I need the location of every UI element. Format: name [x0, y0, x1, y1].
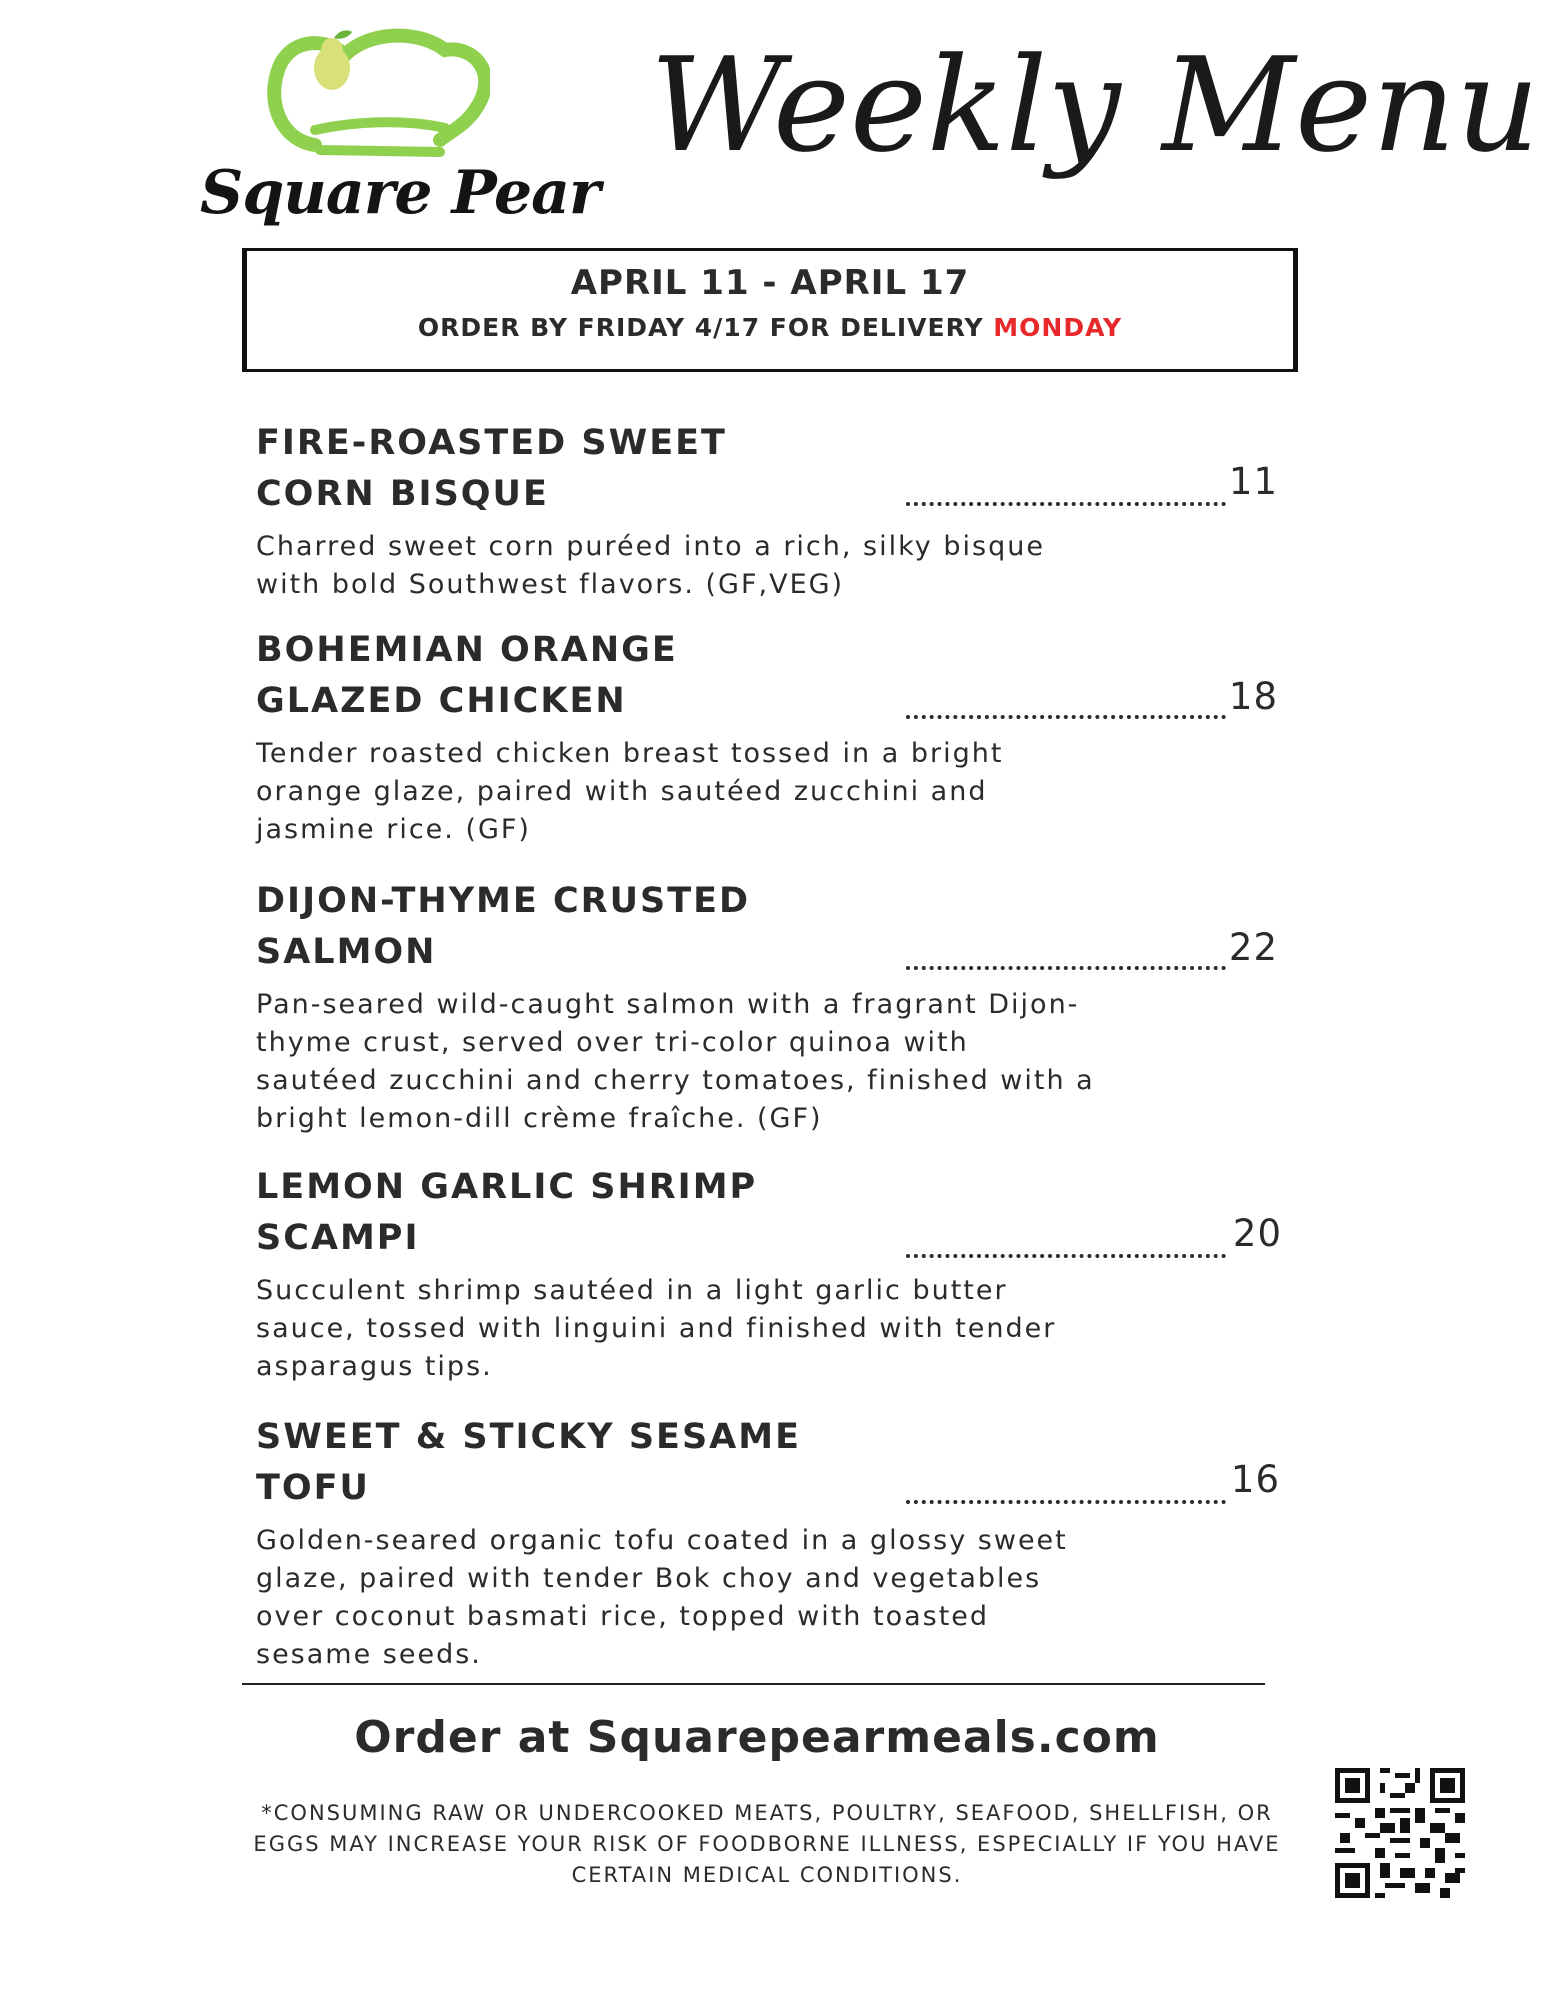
menu-item-description: Pan-seared wild-caught salmon with a fragrant Dijon-thyme crust, served over tri-color quinoa with sautéed zucchini and cherry tomatoes, finished with a bright lemon-dill crème fraîche. (GF) — [256, 989, 1095, 1134]
order-website[interactable]: Order at Squarepearmeals.com — [354, 1712, 1160, 1763]
menu-item — [256, 418, 1306, 604]
menu-item-name: SWEET & STICKY SESAME TOFU — [256, 1417, 801, 1508]
menu-item — [256, 1412, 1306, 1674]
brand-name: Square Pear — [200, 158, 600, 228]
order-deadline — [247, 313, 1293, 342]
date-range: APRIL 11 - APRIL 17 — [570, 263, 970, 303]
brand-logo — [190, 20, 600, 250]
chef-hat-pear-icon — [260, 20, 490, 160]
page-title: Weekly Menu — [650, 29, 1540, 181]
menu-item-name: BOHEMIAN ORANGE GLAZED CHICKEN — [256, 630, 678, 721]
menu-item-price: 18 — [1228, 675, 1278, 718]
menu-item — [256, 1162, 1306, 1386]
qr-code-icon[interactable] — [1335, 1768, 1465, 1898]
menu-item — [256, 876, 1306, 1138]
menu-item-price: 11 — [1228, 460, 1278, 503]
delivery-day: MONDAY — [993, 313, 1123, 342]
menu-item-price: 16 — [1230, 1458, 1280, 1501]
menu-item-description: Golden-seared organic tofu coated in a glossy sweet glaze, paired with tender Bok choy and vegetables over coconut basmati rice, topped with toasted sesame seeds. — [256, 1525, 1068, 1670]
menu-item-description: Charred sweet corn puréed into a rich, silky bisque with bold Southwest flavors. (GF,VEG) — [256, 531, 1045, 600]
dotted-leader — [906, 502, 1226, 506]
menu-item-price: 22 — [1228, 926, 1278, 969]
dotted-leader — [906, 966, 1226, 970]
footer-divider — [242, 1683, 1265, 1685]
menu-item-name: FIRE-ROASTED SWEET CORN BISQUE — [256, 423, 727, 514]
food-safety-disclaimer: *CONSUMING RAW OR UNDERCOOKED MEATS, POULTRY, SEAFOOD, SHELLFISH, OR EGGS MAY INCREASE YOUR RISK OF FOODBORNE ILLNESS, ESPECIALLY IF YOU HAVE CERTAIN MEDICAL CONDITIONS. — [253, 1801, 1281, 1887]
order-deadline-text: ORDER BY FRIDAY 4/17 FOR DELIVERY — [417, 313, 994, 342]
menu-item-price: 20 — [1232, 1212, 1282, 1255]
menu-item-description: Tender roasted chicken breast tossed in a bright orange glaze, paired with sautéed zucchini and jasmine rice. (GF) — [256, 738, 1004, 845]
menu-item — [256, 625, 1306, 849]
menu-item-name: LEMON GARLIC SHRIMP SCAMPI — [256, 1167, 758, 1258]
menu-item-name: DIJON-THYME CRUSTED SALMON — [256, 881, 751, 972]
dotted-leader — [906, 1500, 1226, 1504]
date-box — [242, 248, 1298, 372]
dotted-leader — [906, 715, 1226, 719]
dotted-leader — [906, 1254, 1226, 1258]
menu-item-description: Succulent shrimp sautéed in a light garlic butter sauce, tossed with linguini and finished with tender asparagus tips. — [256, 1275, 1057, 1382]
